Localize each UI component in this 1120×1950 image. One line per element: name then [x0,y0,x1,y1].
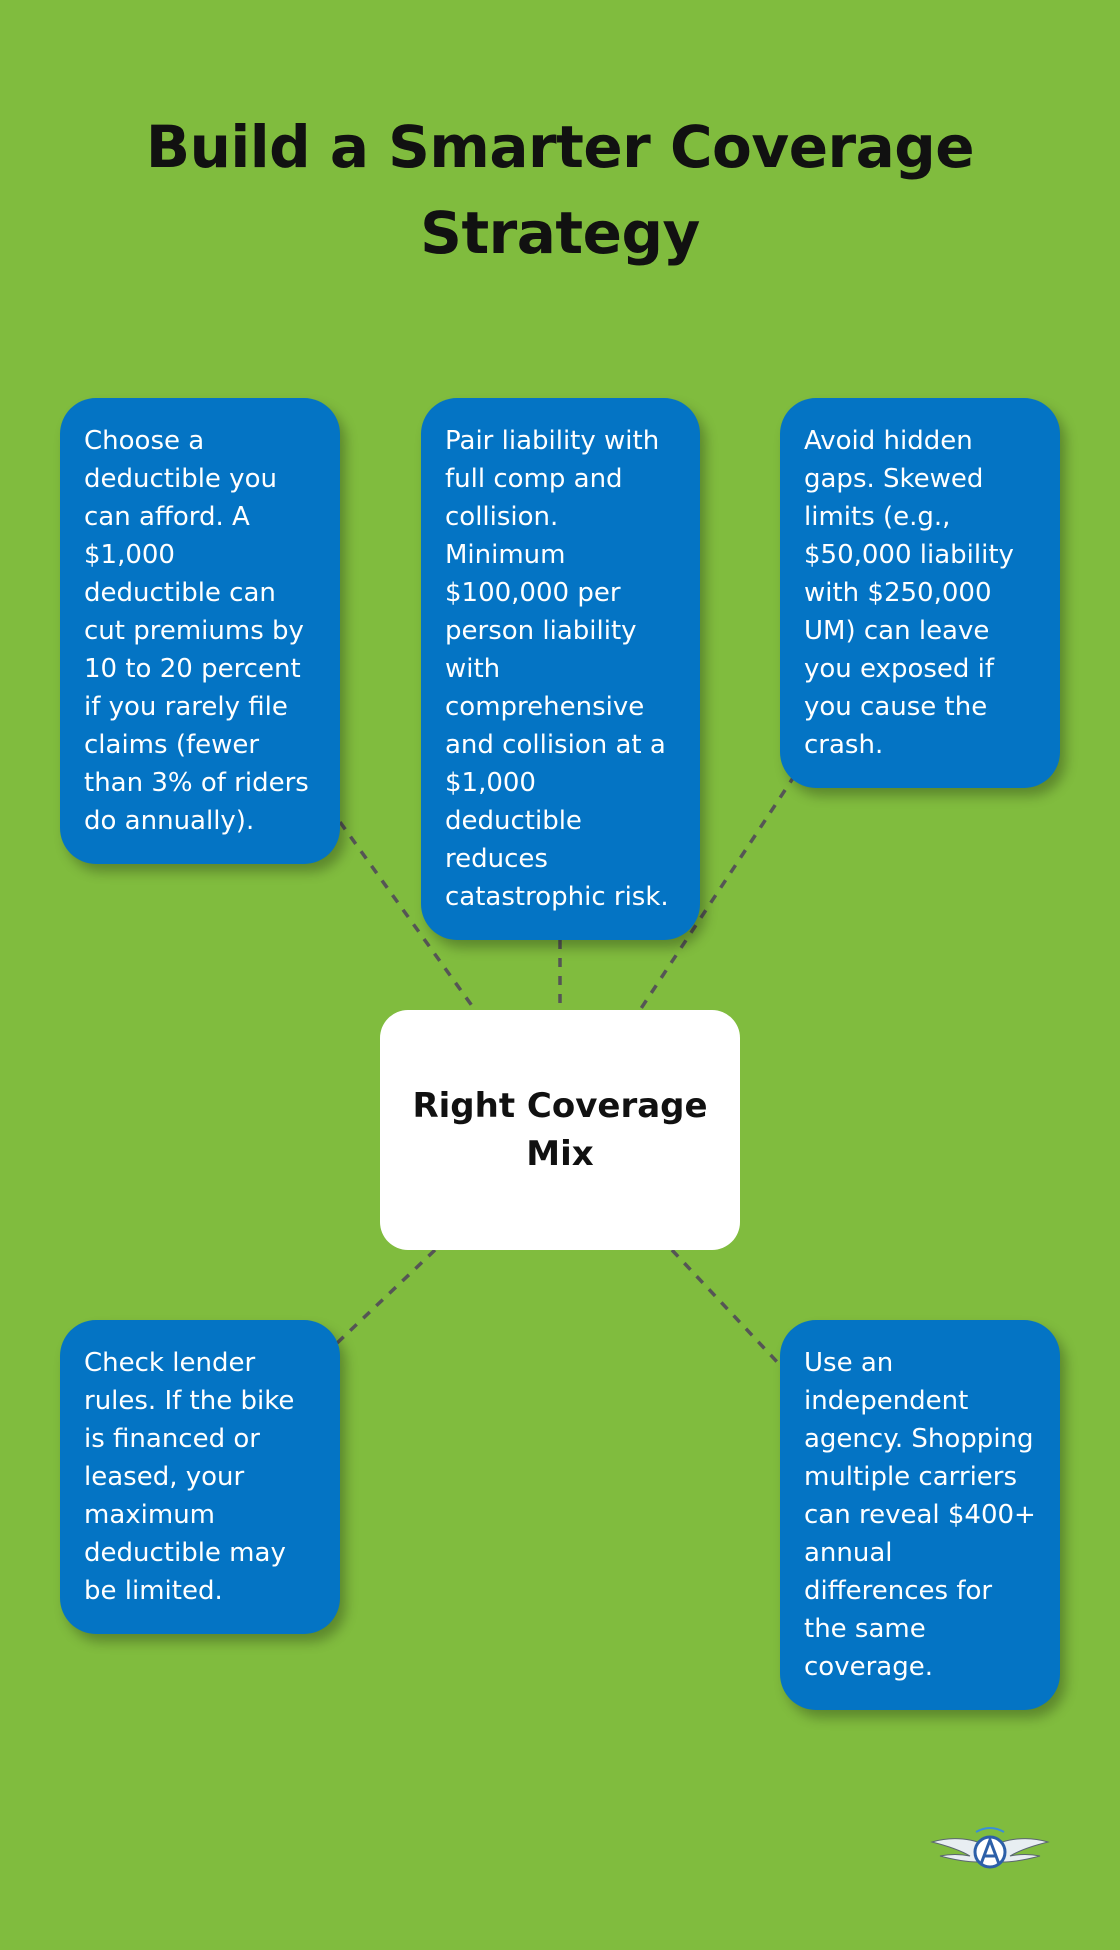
tip-text: Avoid hidden gaps. Skewed limits (e.g., $50,000 liability with $250,000 UM) can leave you exposed if you cause the crash. [804,426,1014,760]
tip-text: Use an independent agency. Shopping multiple carriers can reveal $400+ annual differences for the same coverage. [804,1348,1036,1682]
connector-line-5 [672,1250,780,1365]
tip-text: Choose a deductible you can afford. A $1,000 deductible can cut premiums by 10 to 20 percent if you rarely file claims (fewer than 3% of riders do annually). [84,426,309,836]
tip-card-deductible [60,398,340,864]
connector-line-4 [335,1250,435,1345]
page-title: Build a Smarter Coverage Strategy [145,113,975,267]
tip-text: Check lender rules. If the bike is financed or leased, your maximum deductible may be limited. [84,1348,295,1606]
tip-card-lender-rules [60,1320,340,1634]
tip-card-hidden-gaps [780,398,1060,788]
hub-label: Right Coverage Mix [412,1086,708,1174]
hub-node [380,1010,740,1250]
tip-card-liability [421,398,700,940]
tip-text: Pair liability with full comp and collision. Minimum $100,000 per person liability with comprehensive and collision at a $1,000 deductible reduces catastrophic risk. [445,426,669,912]
tip-card-independent-agency [780,1320,1060,1710]
winged-emblem-icon [930,1820,1050,1880]
